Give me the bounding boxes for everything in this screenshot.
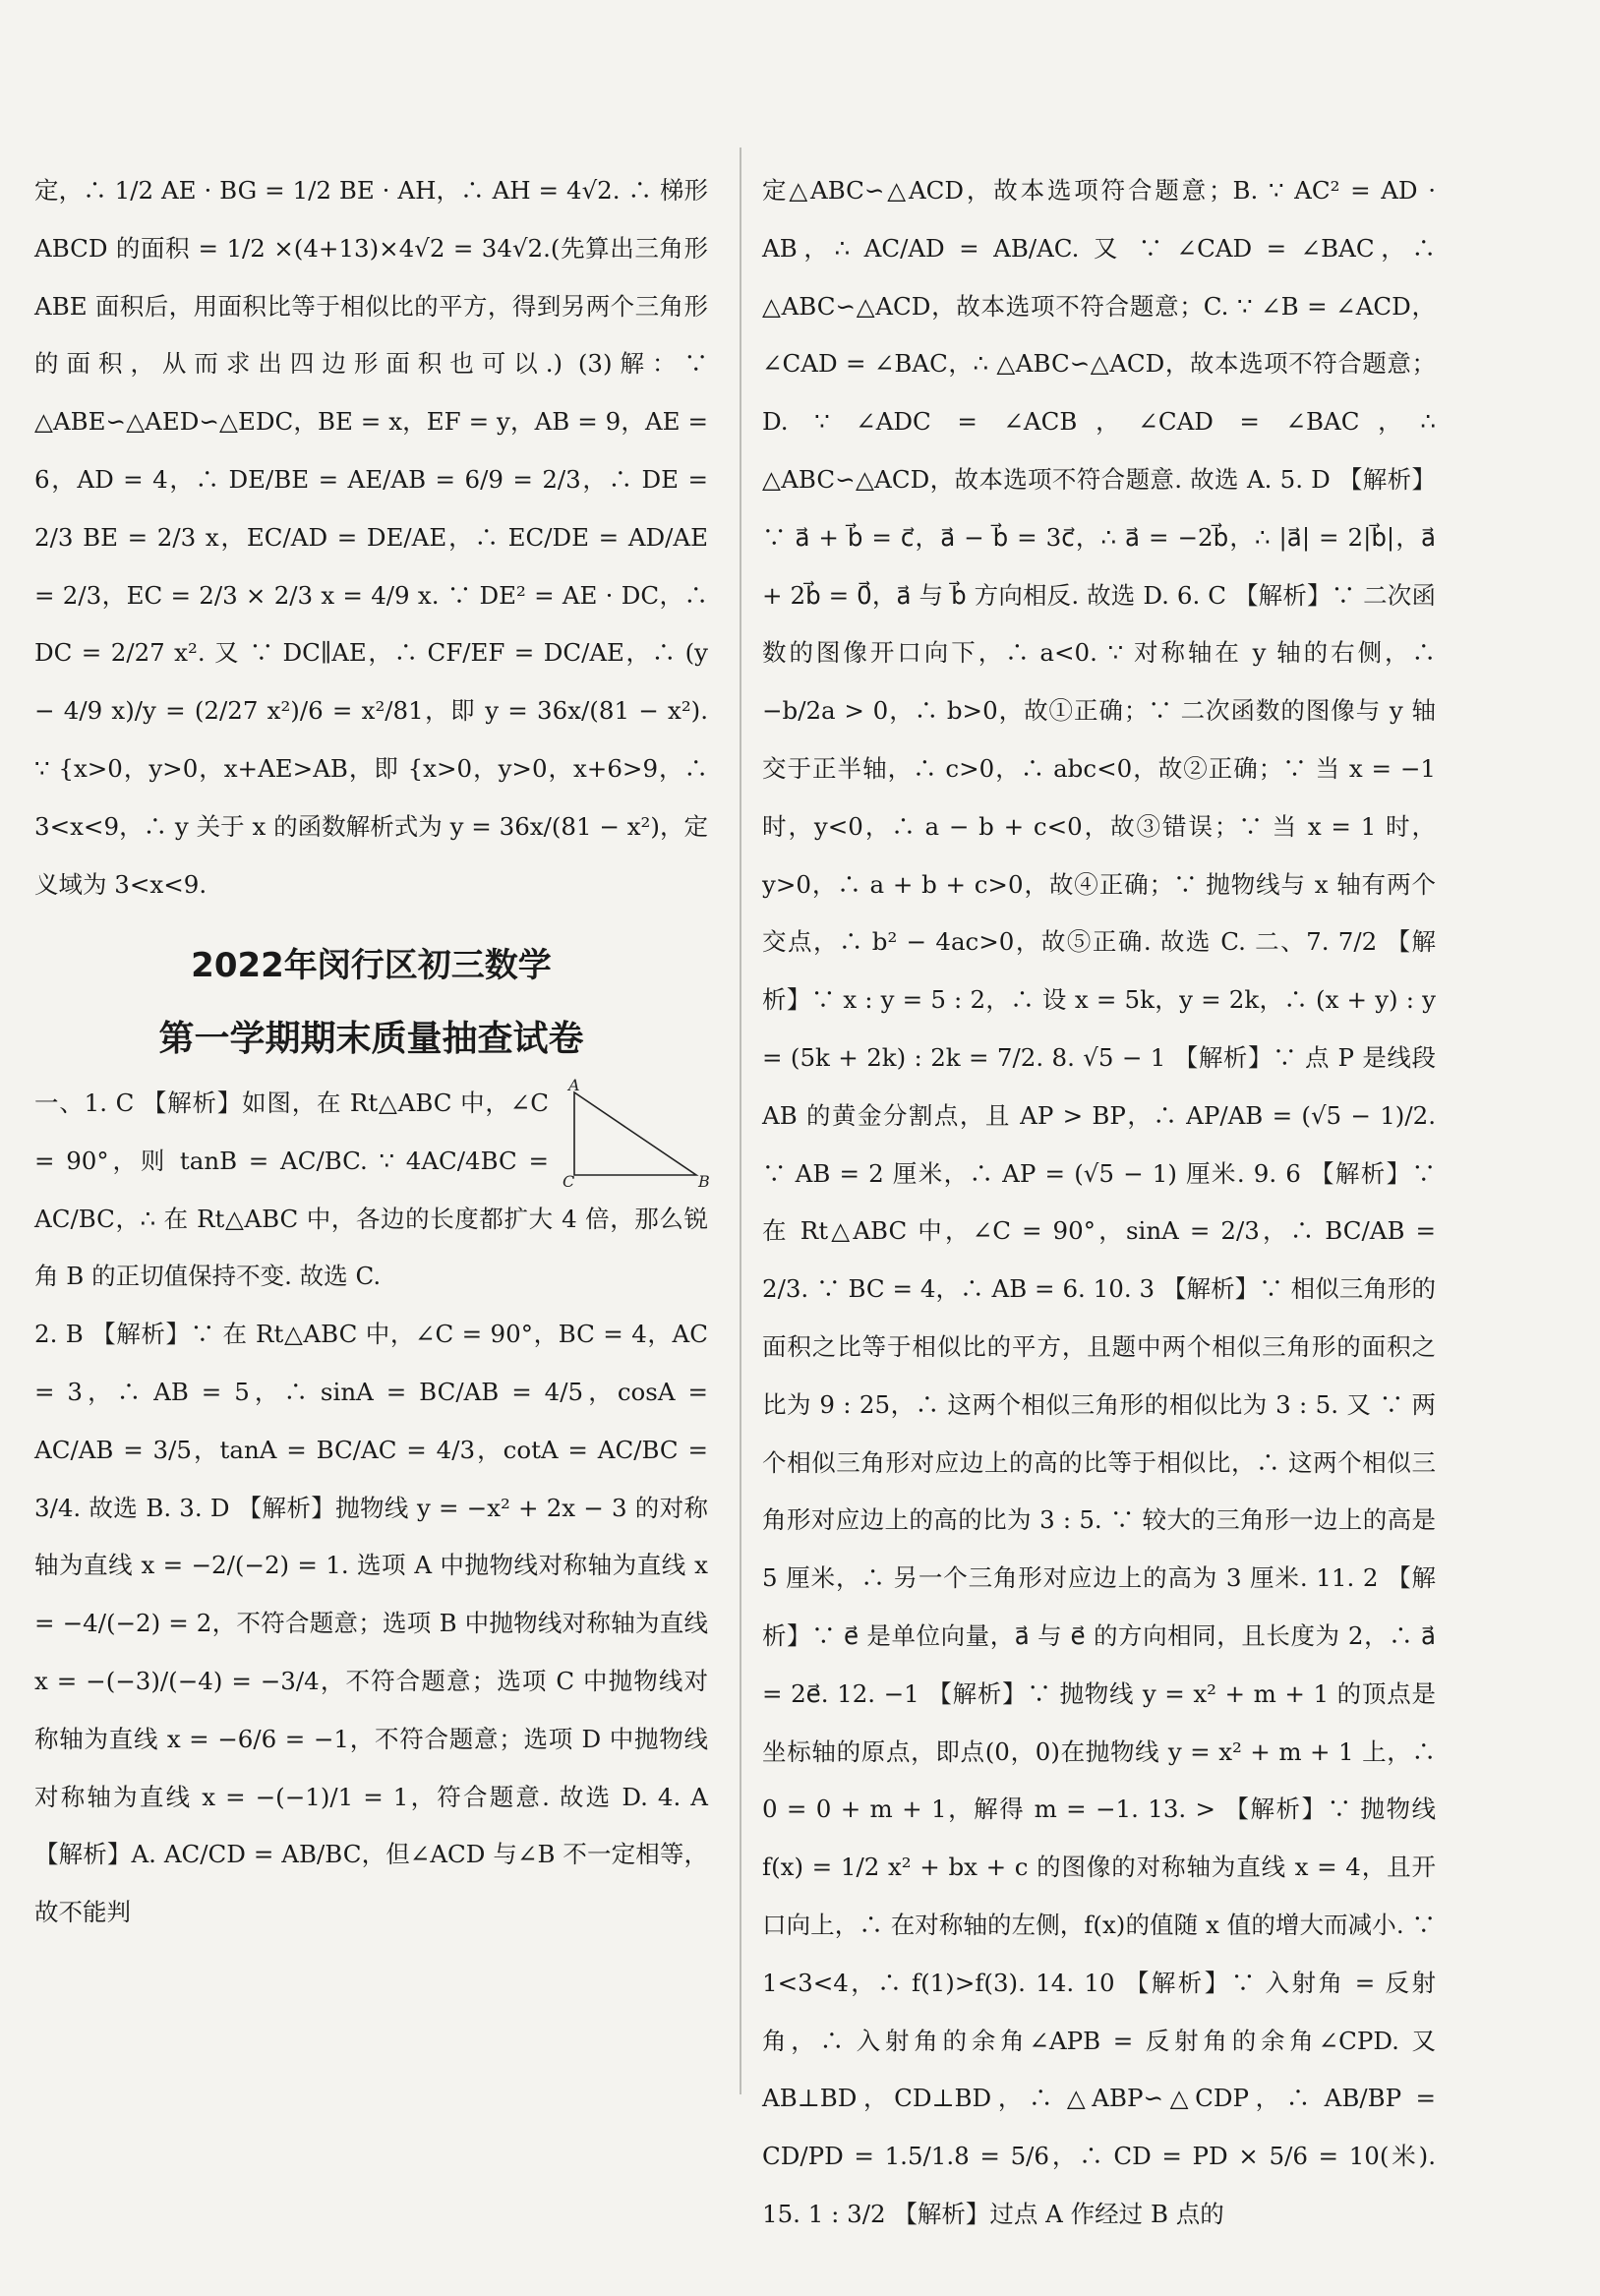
prev-solution-text: 定，∴ 1/2 AE · BG = 1/2 BE · AH，∴ AH = 4√2. ∴ 梯形 ABCD 的面积 = 1/2 ×(4+13)×4√2 = 34√2.(先算出三角形 ABE 面积后，用面积比等于相似比的平方，得到另两个三角形的面积，从而求出四边形面积也可以.) (3)解：∵ △ABE∽△AED∽△EDC，BE = x，EF = y，AB = 9，AE = 6，AD = 4，∴ DE/BE = AE/AB = 6/9 = 2/3，∴ DE = 2/3 BE = 2/3 x，EC/AD = DE/AE，∴ EC/DE = AD/AE = 2/3，EC = 2/3 × 2/3 x = 4/9 x. ∵ DE² = AE · DC，∴ DC = 2/27 x². 又 ∵ DC∥AE，∴ CF/EF = DC/AE，∴ (y − 4/9 x)/y = (2/27 x²)/6 = x²/81，即 y = 36x/(81 − x²). ∵ {x>0，y>0，x+AE>AB，即 {x>0，y>0，x+6>9，∴ 3<x<9，∴ y 关于 x 的函数解析式为 y = 36x/(81 − x²)，定义域为 3<x<9. <box>34 176 708 899</box>
answers-continued: 定△ABC∽△ACD，故本选项符合题意；B. ∵ AC² = AD · AB，∴ AC/AD = AB/AC. 又 ∵ ∠CAD = ∠BAC，∴ △ABC∽△ACD，故本选项不符合题意；C. ∵ ∠B = ∠ACD，∠CAD = ∠BAC，∴ △ABC∽△ACD，故本选项不符合题意；D. ∵ ∠ADC = ∠ACB，∠CAD = ∠BAC，∴ △ABC∽△ACD，故本选项不符合题意. 故选 A. 5. D 【解析】∵ a⃗ + b⃗ = c⃗，a⃗ − b⃗ = 3c⃗，∴ a⃗ = −2b⃗，∴ |a⃗| = 2|b⃗|，a⃗ + 2b⃗ = 0⃗，a⃗ 与 b⃗ 方向相反. 故选 D. 6. C 【解析】∵ 二次函数的图像开口向下，∴ a<0. ∵ 对称轴在 y 轴的右侧，∴ −b/2a > 0，∴ b>0，故①正确；∵ 二次函数的图像与 y 轴交于正半轴，∴ c>0，∴ abc<0，故②正确；∵ 当 x = −1 时，y<0，∴ a − b + c<0，故③错误；∵ 当 x = 1 时，y>0，∴ a + b + c>0，故④正确；∵ 抛物线与 x 轴有两个交点，∴ b² − 4ac>0，故⑤正确. 故选 C. 二、7. 7/2 【解析】∵ x : y = 5 : 2，∴ 设 x = 5k，y = 2k，∴ (x + y) : y = (5k + 2k) : 2k = 7/2. 8. √5 − 1 【解析】∵ 点 P 是线段 AB 的黄金分割点，且 AP > BP，∴ AP/AB = (√5 − 1)/2. ∵ AB = 2 厘米，∴ AP = (√5 − 1) 厘米. 9. 6 【解析】∵ 在 Rt△ABC 中，∠C = 90°，sinA = 2/3，∴ BC/AB = 2/3. ∵ BC = 4，∴ AB = 6. 10. 3 【解析】∵ 相似三角形的面积之比等于相似比的平方，且题中两个相似三角形的面积之比为 9 : 25，∴ 这两个相似三角形的相似比为 3 : 5. 又 ∵ 两个相似三角形对应边上的高的比等于相似比，∴ 这两个相似三角形对应边上的高的比为 3 : 5. ∵ 较大的三角形一边上的高是 5 厘米，∴ 另一个三角形对应边上的高为 3 厘米. 11. 2 【解析】∵ e⃗ 是单位向量，a⃗ 与 e⃗ 的方向相同，且长度为 2，∴ a⃗ = 2e⃗. 12. −1 【解析】∵ 抛物线 y = x² + m + 1 的顶点是坐标轴的原点，即点(0，0)在抛物线 y = x² + m + 1 上，∴ 0 = 0 + m + 1，解得 m = −1. 13. > 【解析】∵ 抛物线 f(x) = 1/2 x² + bx + c 的图像的对称轴为直线 x = 4，且开口向上，∴ 在对称轴的左侧，f(x)的值随 x 值的增大而减小. ∵ 1<3<4，∴ f(1)>f(3). 14. 10 【解析】∵ 入射角 = 反射角，∴ 入射角的余角∠APB = 反射角的余角∠CPD. 又 AB⊥BD，CD⊥BD，∴ △ABP∽△CDP，∴ AB/BP = CD/PD = 1.5/1.8 = 5/6，∴ CD = PD × 5/6 = 10(米). 15. 1 : 3/2 【解析】过点 A 作经过 B 点的 <box>762 176 1436 2228</box>
vertex-label-c: C <box>563 1171 575 1191</box>
right-column <box>762 162 1436 2244</box>
exam-title-line1: 2022年闵行区初三数学 <box>191 946 552 986</box>
exam-title-line2: 第一学期期末质量抽查试卷 <box>158 1019 584 1060</box>
left-column <box>34 162 708 1942</box>
questions-2-4-answers: 2. B 【解析】∵ 在 Rt△ABC 中，∠C = 90°，BC = 4，AC = 3，∴ AB = 5，∴ sinA = BC/AB = 4/5，cosA = AC/AB = 3/5，tanA = BC/AC = 4/3，cotA = AC/BC = 3/4. 故选 B. 3. D 【解析】抛物线 y = −x² + 2x − 3 的对称轴为直线 x = −2/(−2) = 1. 选项 A 中抛物线对称轴为直线 x = −4/(−2) = 2，不符合题意；选项 B 中抛物线对称轴为直线 x = −(−3)/(−4) = −3/4，不符合题意；选项 C 中抛物线对称轴为直线 x = −6/6 = −1，不符合题意；选项 D 中抛物线对称轴为直线 x = −(−1)/1 = 1，符合题意. 故选 D. 4. A 【解析】A. AC/CD = AB/BC，但∠ACD 与∠B 不一定相等，故不能判 <box>34 1320 708 1927</box>
question-1-answer: 一、1. C 【解析】如图，在 Rt△ABC 中，∠C = 90°，则 tanB = AC/BC. ∵ 4AC/4BC = AC/BC，∴ 在 Rt△ABC 中，各边的长度都扩大 4 倍，那么锐角 B 的正切值保持不变. 故选 C. <box>34 1088 708 1291</box>
vertex-label-a: A <box>568 1075 580 1094</box>
column-divider <box>740 147 741 2094</box>
triangle-shape <box>574 1092 696 1175</box>
right-triangle-figure <box>561 1075 710 1191</box>
question-1-block <box>34 1075 708 1306</box>
vertex-label-b: B <box>698 1171 710 1191</box>
